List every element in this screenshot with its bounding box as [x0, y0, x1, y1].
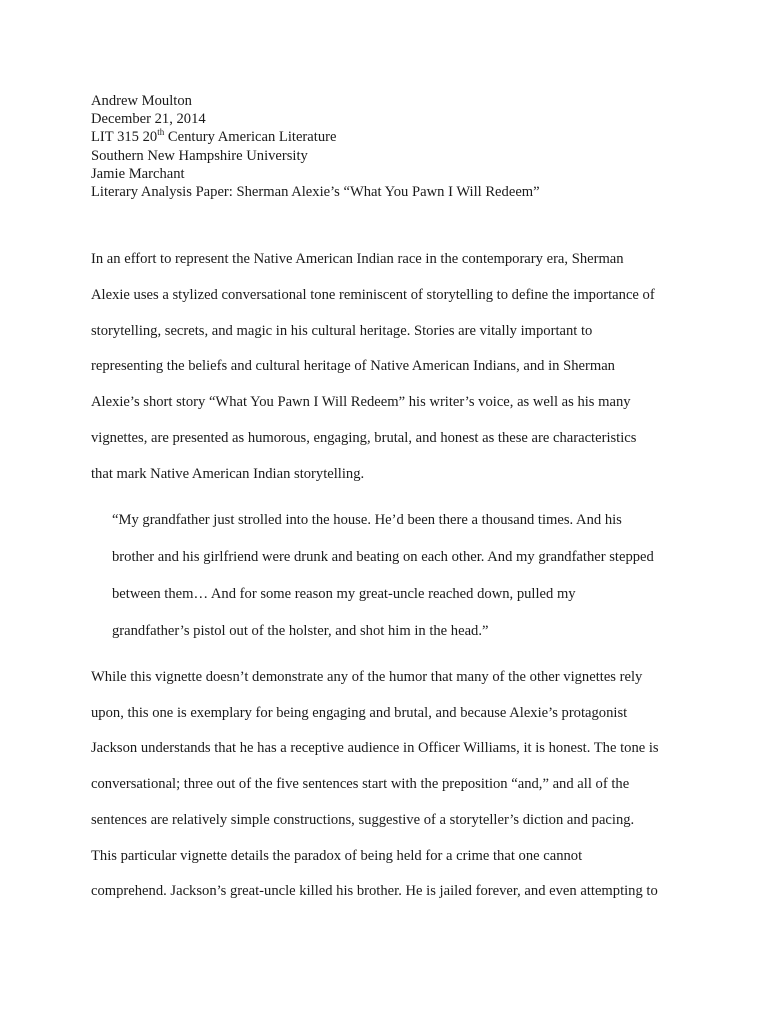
document-header [91, 92, 711, 201]
paper-title: Literary Analysis Paper: Sherman Alexie’s “What You Pawn I Will Redeem” [91, 184, 540, 201]
quote-line: “My grandfather just strolled into the house. He’d been there a thousand times. And his [112, 512, 622, 528]
course-prefix: LIT 315 20 [91, 129, 158, 146]
quote-line: grandfather’s pistol out of the holster, and shot him in the head.” [112, 623, 489, 639]
course-suffix: Century American Literature [164, 129, 337, 146]
quote-line: brother and his girlfriend were drunk and beating on each other. And my grandfather stepped [112, 549, 654, 565]
paragraph-line: sentences are relatively simple constructions, suggestive of a storyteller’s diction and pacing. [91, 812, 635, 828]
paragraph-line: Jackson understands that he has a receptive audience in Officer Williams, it is honest. The tone is [91, 740, 659, 756]
author-name: Andrew Moulton [91, 93, 192, 109]
paragraph-line: While this vignette doesn’t demonstrate any of the humor that many of the other vignettes rely [91, 669, 643, 685]
course-line [91, 128, 711, 146]
course-ordinal-suffix: th [157, 127, 165, 138]
paragraph-line: Alexie’s short story “What You Pawn I Will Redeem” his writer’s voice, as well as his many [91, 394, 631, 410]
paragraph-line: that mark Native American Indian storytelling. [91, 466, 365, 482]
paper-date: December 21, 2014 [91, 111, 206, 128]
paragraph-line: conversational; three out of the five sentences start with the preposition “and,” and all of the [91, 776, 630, 792]
paragraph-line: In an effort to represent the Native American Indian race in the contemporary era, Sherman [91, 251, 624, 267]
instructor-name: Jamie Marchant [91, 165, 185, 182]
paragraph-line: vignettes, are presented as humorous, engaging, brutal, and honest as these are characteristics [91, 430, 637, 446]
paragraph-line: representing the beliefs and cultural heritage of Native American Indians, and in Sherman [91, 358, 615, 374]
paragraph-line: storytelling, secrets, and magic in his cultural heritage. Stories are vitally important to [91, 323, 593, 339]
paragraph-line: upon, this one is exemplary for being engaging and brutal, and because Alexie’s protagonist [91, 705, 628, 721]
paragraph-line: comprehend. Jackson’s great-uncle killed his brother. He is jailed forever, and even attempting to [91, 883, 658, 899]
university-name: Southern New Hampshire University [91, 147, 308, 164]
paragraph-line: This particular vignette details the paradox of being held for a crime that one cannot [91, 848, 583, 864]
quote-line: between them… And for some reason my great-uncle reached down, pulled my [112, 586, 576, 602]
paragraph-line: Alexie uses a stylized conversational tone reminiscent of storytelling to define the importance of [91, 287, 655, 303]
